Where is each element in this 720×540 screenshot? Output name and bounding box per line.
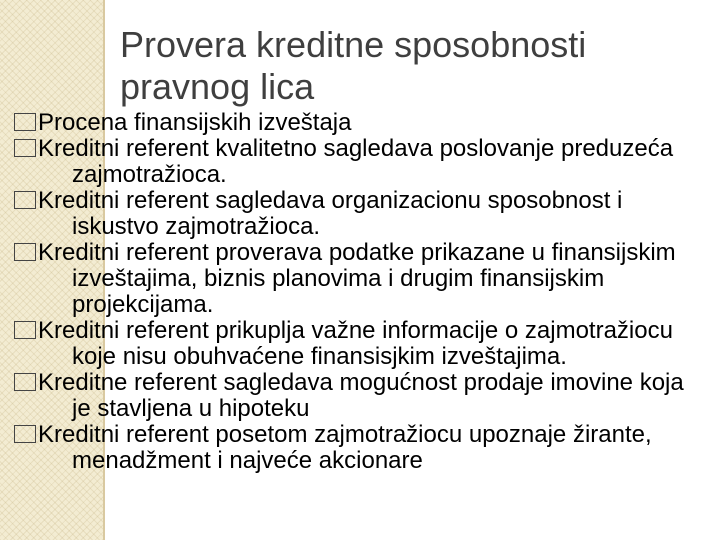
bullet-text: Procena finansijskih izveštaja xyxy=(38,109,352,136)
bullet-text: Kreditni referent posetom zajmotražiocu upoznaje žirante, menadžment i najveće akcionare xyxy=(38,421,652,474)
bullet-icon xyxy=(14,321,36,339)
bullet-item xyxy=(14,110,704,136)
bullet-text: Kreditni referent kvalitetno sagledava poslovanje preduzeća zajmotražioca. xyxy=(38,135,674,188)
bullet-item xyxy=(14,240,704,318)
bullet-text: Kreditni referent prikuplja važne informacije o zajmotražiocu koje nisu obuhvaćene finansisjkim izveštajima. xyxy=(38,317,673,370)
bullet-item xyxy=(14,422,704,474)
bullet-text: Kreditne referent sagledava mogućnost prodaje imovine koja je stavljena u hipoteku xyxy=(38,369,684,422)
bullet-item xyxy=(14,188,704,240)
bullet-icon xyxy=(14,243,36,261)
bullet-icon xyxy=(14,191,36,209)
bullet-item xyxy=(14,318,704,370)
slide-title: Provera kreditne sposobnosti pravnog lica xyxy=(120,24,587,107)
bullet-text: Kreditni referent sagledava organizacionu sposobnost i iskustvo zajmotražioca. xyxy=(38,187,623,240)
bullet-icon xyxy=(14,139,36,157)
bullet-text: Kreditni referent proverava podatke prikazane u finansijskim izveštajima, biznis planovima i drugim finansijskim projekcijama. xyxy=(38,239,676,318)
bullet-item xyxy=(14,136,704,188)
bullet-icon xyxy=(14,113,36,131)
bullet-item xyxy=(14,370,704,422)
bullet-icon xyxy=(14,373,36,391)
bullet-list xyxy=(14,110,704,474)
bullet-icon xyxy=(14,425,36,443)
